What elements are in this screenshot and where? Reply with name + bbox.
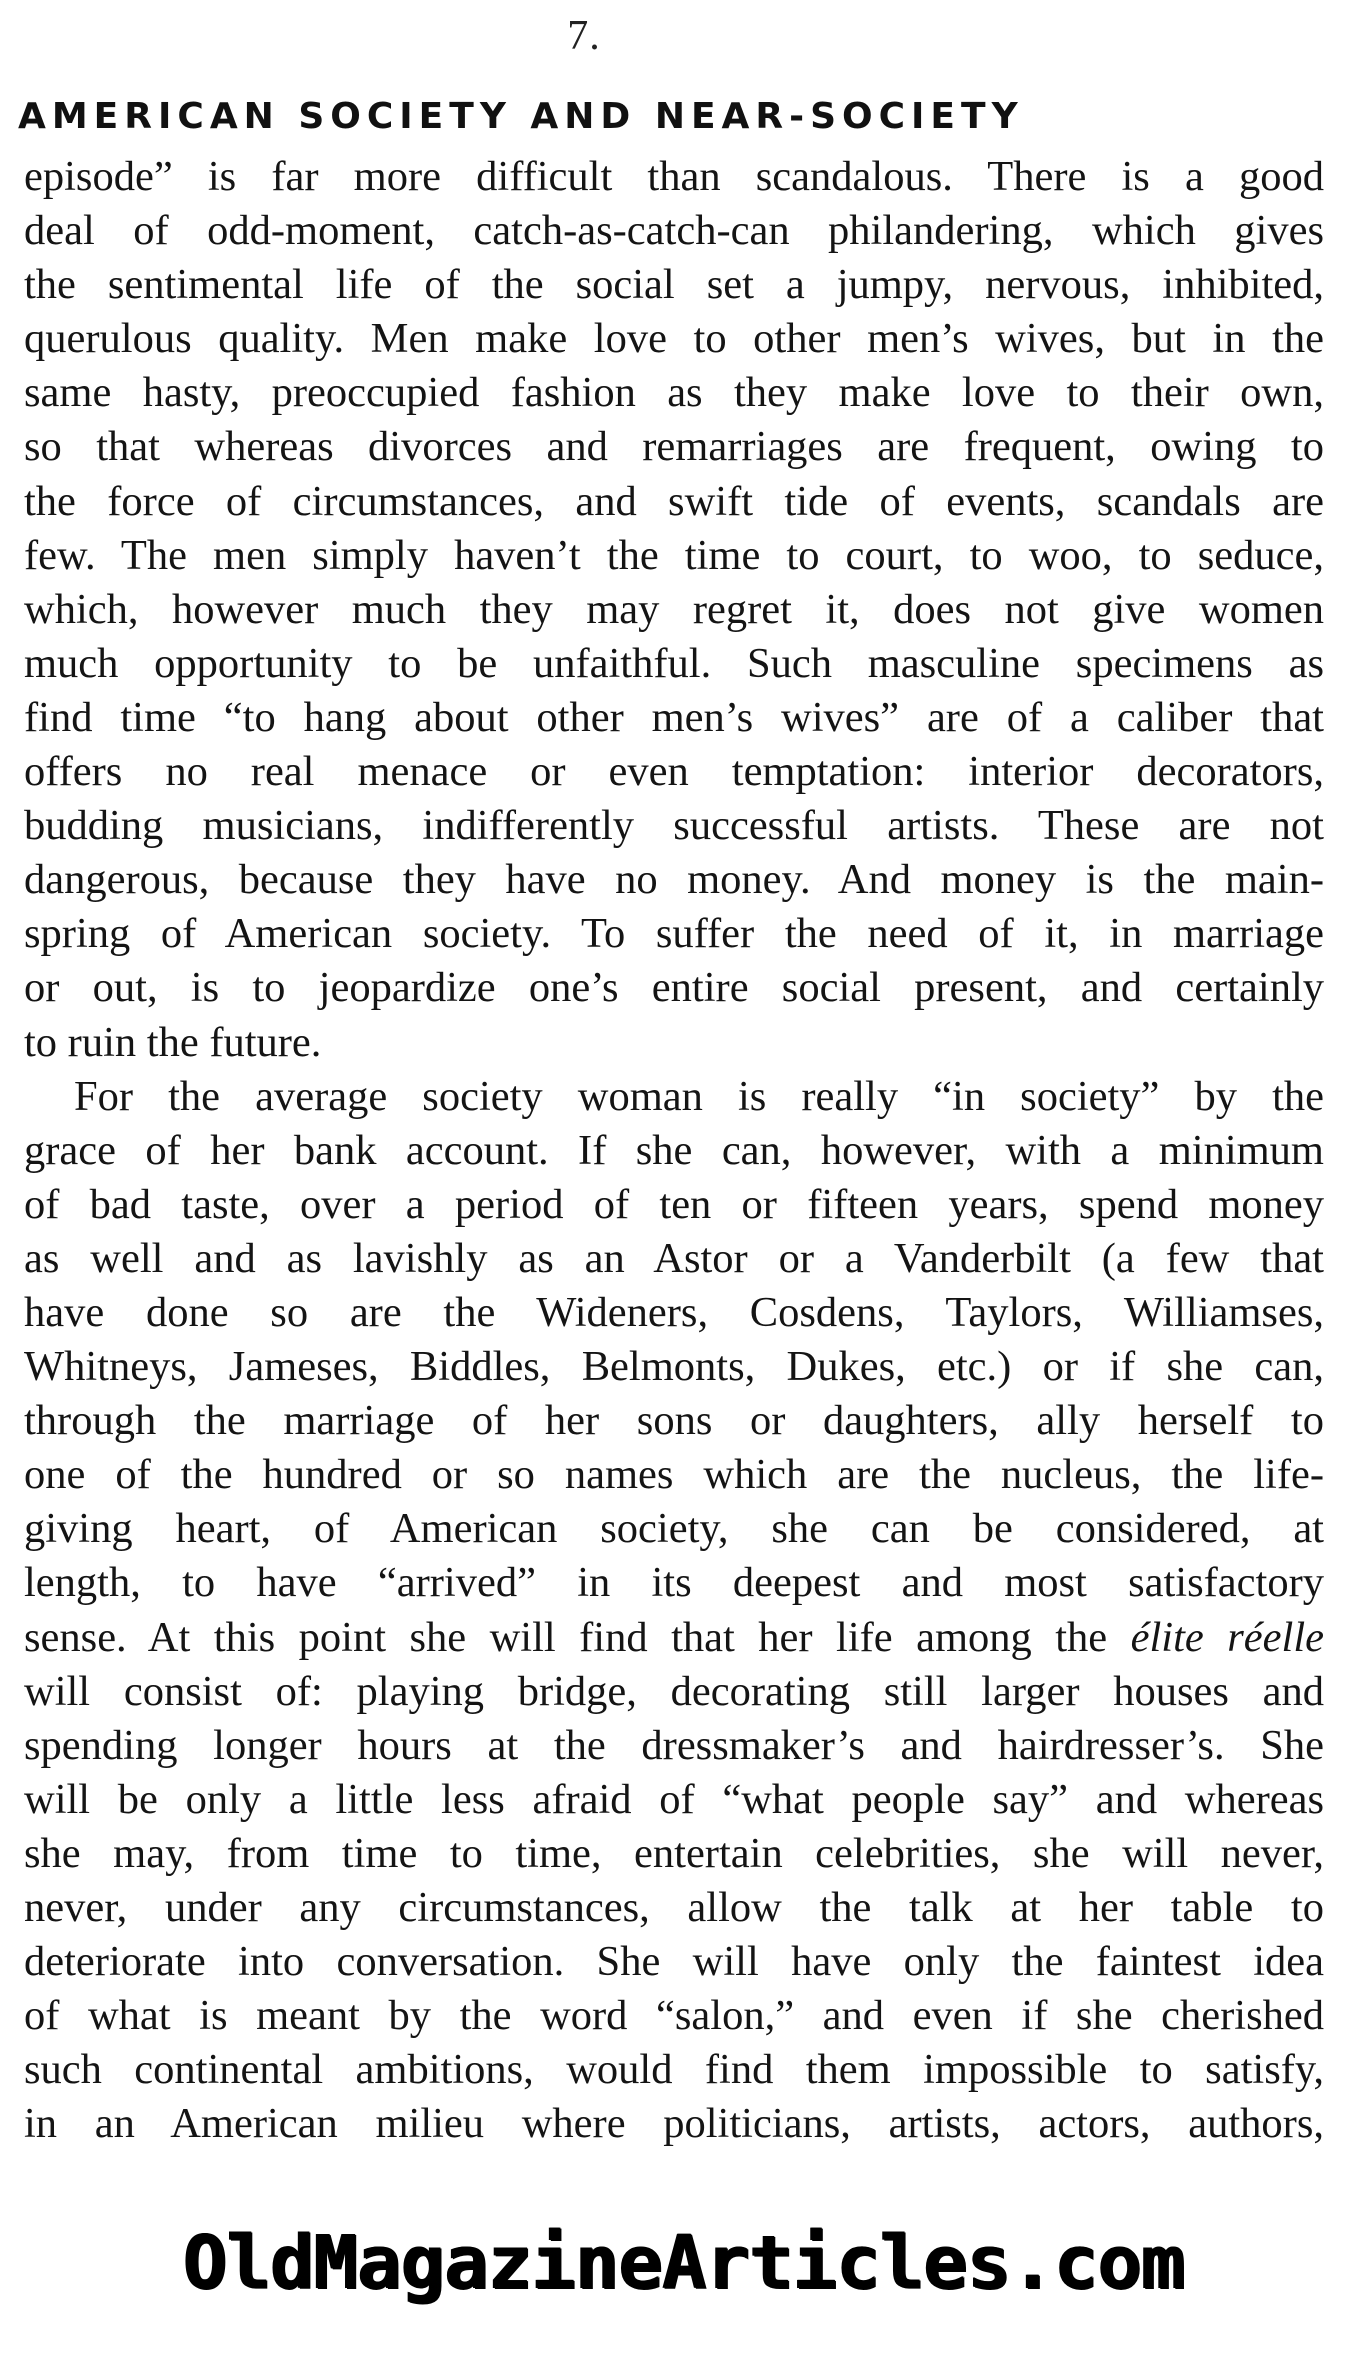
text-line: of bad taste, over a period of ten or fifteen years, spend money [24, 1180, 1324, 1228]
text-line: dangerous, because they have no money. And money is the main- [24, 856, 1324, 904]
page-number: 7. [567, 13, 601, 59]
text-line: deal of odd-moment, catch-as-catch-can philandering, which gives [24, 207, 1324, 255]
text-line: through the marriage of her sons or daughters, ally herself to [24, 1397, 1324, 1445]
text-line: will be only a little less afraid of “what people say” and whereas [24, 1775, 1324, 1823]
text-line: find time “to hang about other men’s wives” are of a caliber that [24, 693, 1324, 741]
site-watermark: OldMagazineArticles.com [183, 2220, 1185, 2306]
text-line: never, under any circumstances, allow the talk at her table to [24, 1884, 1324, 1931]
text-line: she may, from time to time, entertain celebrities, she will never, [24, 1829, 1324, 1877]
text-line: of what is meant by the word “salon,” and even if she cherished [24, 1992, 1324, 2040]
text-line: will consist of: playing bridge, decorating still larger houses and [24, 1667, 1324, 1715]
running-head: AMERICAN SOCIETY AND NEAR-SOCIETY [18, 96, 1024, 137]
text-line: offers no real menace or even temptation: interior decorators, [24, 748, 1324, 796]
text-line: one of the hundred or so names which are the nucleus, the life- [24, 1451, 1324, 1499]
text-line: have done so are the Wideners, Cosdens, Taylors, Williamses, [24, 1288, 1324, 1336]
text-line: the sentimental life of the social set a jumpy, nervous, inhibited, [24, 261, 1324, 309]
text-line: which, however much they may regret it, does not give women [24, 585, 1324, 633]
text-line: For the average society woman is really “in society” by the [74, 1072, 1324, 1120]
text-line: episode” is far more difficult than scandalous. There is a good [24, 153, 1324, 200]
text-line: deteriorate into conversation. She will have only the faintest idea [24, 1938, 1324, 1986]
text-line: spring of American society. To suffer the need of it, in marriage [24, 910, 1324, 958]
italic-phrase: élite réelle [1130, 1613, 1324, 1661]
text-line: budding musicians, indifferently successful artists. These are not [24, 802, 1324, 850]
text-line: or out, is to jeopardize one’s entire social present, and certainly [24, 964, 1324, 1012]
article-body [24, 150, 1324, 2151]
text-line: as well and as lavishly as an Astor or a Vanderbilt (a few that [24, 1234, 1324, 1282]
paragraph-2 [24, 1070, 1324, 2152]
text-line: few. The men simply haven’t the time to court, to woo, to seduce, [24, 531, 1324, 579]
text-line: so that whereas divorces and remarriages are frequent, owing to [24, 423, 1324, 471]
text-line: length, to have “arrived” in its deepest and most satisfactory [24, 1559, 1324, 1607]
text-line: sense. At this point she will find that her life among the élite réelle [24, 1613, 1324, 1661]
text-line: to ruin the future. [24, 1018, 322, 1066]
text-line: such continental ambitions, would find them impossible to satisfy, [24, 2046, 1324, 2094]
text-line: same hasty, preoccupied fashion as they make love to their own, [24, 369, 1324, 417]
text-line: in an American milieu where politicians, artists, actors, authors, [24, 2100, 1324, 2148]
text-line: the force of circumstances, and swift tide of events, scandals are [24, 477, 1324, 525]
text-line: Whitneys, Jameses, Biddles, Belmonts, Dukes, etc.) or if she can, [24, 1343, 1324, 1391]
text-line: much opportunity to be unfaithful. Such masculine specimens as [24, 639, 1324, 687]
paragraph-1 [24, 150, 1324, 1070]
text-line: querulous quality. Men make love to other men’s wives, but in the [24, 315, 1324, 363]
text-line: giving heart, of American society, she can be considered, at [24, 1505, 1324, 1553]
text-line: grace of her bank account. If she can, however, with a minimum [24, 1126, 1324, 1174]
text-line: spending longer hours at the dressmaker’s and hairdresser’s. She [24, 1721, 1324, 1769]
